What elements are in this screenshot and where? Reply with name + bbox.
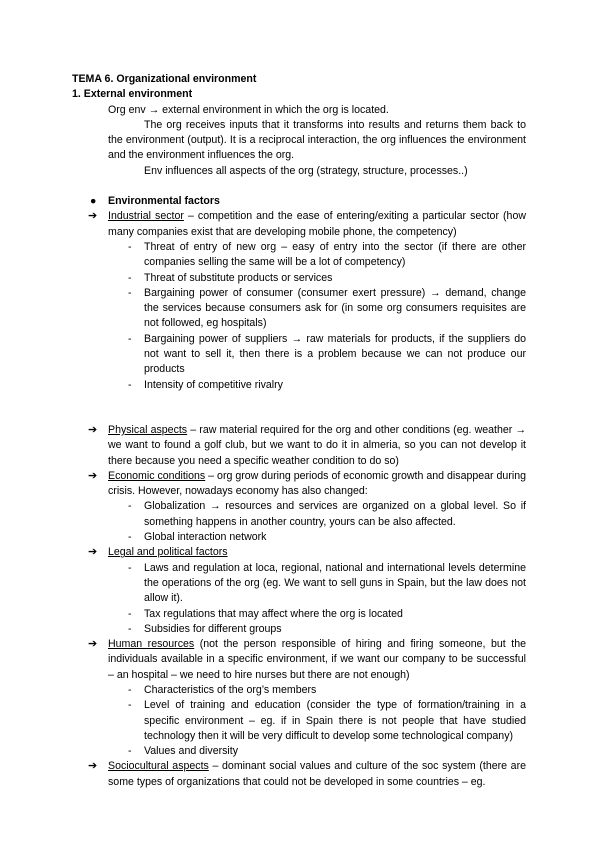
list-item-text: Values and diversity <box>144 745 239 758</box>
list-item-text: Threat of entry of new org – easy of entry into the sector (if there are other companies selling the same will be a lot of competency) <box>144 240 526 269</box>
list-item <box>72 240 526 271</box>
list-item-text: Laws and regulation at loca, regional, national and international levels determine the operations of the org (eg. We want to sell guns in Spain, but the law does not allow it). <box>144 561 526 605</box>
industrial-sector-item <box>72 209 526 240</box>
document-page <box>72 72 526 790</box>
bullet-icon: ● <box>90 195 97 208</box>
sociocultural-aspects-heading: Sociocultural aspects <box>108 760 209 773</box>
env-factors-label: Environmental factors <box>108 195 220 208</box>
human-resources-text: (not the person responsible of hiring and firing someone, but the individuals available in a specific environment, if we want our company to be successful – an hospital – we need to hire nurses but there are not enough) <box>108 638 526 681</box>
arrow-bullet-icon: ➔ <box>88 638 98 651</box>
list-item-text: Characteristics of the org’s members <box>144 683 317 696</box>
economic-conditions-heading: Economic conditions <box>108 469 206 482</box>
spacer <box>72 393 526 423</box>
section-heading-external-environment: 1. External environment <box>72 88 193 101</box>
list-item-text: Level of training and education (consider the type of formation/training in a specific environment – eg. if in Spain there is not people that have studied technology then it will be very difficult to develop some technological company) <box>144 699 526 742</box>
intro-paragraph-io: The org receives inputs that it transforms into results and returns them back to the environment (output). It is a reciprocal interaction, the org influences the environment and the environment influences the org. <box>108 118 526 162</box>
list-item-text: Subsidies for different groups <box>144 622 282 635</box>
list-item <box>72 744 526 759</box>
dash-bullet: - <box>128 286 132 299</box>
arrow-bullet-icon: ➔ <box>88 760 98 773</box>
dash-bullet: - <box>128 500 132 513</box>
economic-conditions-item <box>72 469 526 500</box>
sociocultural-aspects-text: – dominant social values and culture of the soc system (there are some types of organizations that could not be developed in some countries – eg. <box>108 760 526 788</box>
intro-paragraph-influence: Env influences all aspects of the org (strategy, structure, processes..) <box>144 164 468 177</box>
human-resources-heading: Human resources <box>108 638 195 651</box>
sociocultural-aspects-item <box>72 759 526 790</box>
human-resources-item <box>72 637 526 683</box>
arrow-bullet-icon: ➔ <box>88 469 98 482</box>
list-item <box>72 683 526 698</box>
env-factors-heading <box>72 194 526 209</box>
list-item <box>72 378 526 393</box>
dash-bullet: - <box>128 607 132 620</box>
dash-bullet: - <box>128 240 132 253</box>
arrow-bullet-icon: ➔ <box>88 210 98 223</box>
dash-bullet: - <box>128 699 132 712</box>
list-item-text: Global interaction network <box>144 531 267 544</box>
industrial-sector-text: – competition and the ease of entering/exiting a particular sector (how many companies exist that are developing mobile phone, the competency) <box>108 210 526 238</box>
intro-definition: Org env → external environment in which the org is located. <box>108 103 389 116</box>
arrow-bullet-icon: ➔ <box>88 546 98 559</box>
dash-bullet: - <box>128 745 132 758</box>
list-item <box>72 332 526 378</box>
physical-aspects-text: – raw material required for the org and other conditions (eg. weather → we want to found a golf club, but we want to do it in almeria, so you can not develop it there because you need a specific weather condition to do so) <box>108 423 526 467</box>
physical-aspects-heading: Physical aspects <box>108 423 188 436</box>
physical-aspects-item <box>72 423 526 469</box>
dash-bullet: - <box>128 622 132 635</box>
list-item <box>72 286 526 332</box>
legal-political-item <box>72 545 526 560</box>
arrow-bullet-icon: ➔ <box>88 423 98 436</box>
industrial-sector-heading: Industrial sector <box>108 210 184 223</box>
economic-conditions-text: – org grow during periods of economic growth and disappear during crisis. However, nowadays economy has also changed: <box>108 469 526 498</box>
document-title: TEMA 6. Organizational environment <box>72 73 257 85</box>
legal-political-heading: Legal and political factors <box>108 546 228 559</box>
list-item <box>72 530 526 545</box>
dash-bullet: - <box>128 561 132 574</box>
list-item <box>72 622 526 637</box>
dash-bullet: - <box>128 332 132 345</box>
spacer <box>72 179 526 194</box>
dash-bullet: - <box>128 683 132 696</box>
list-item <box>72 607 526 622</box>
dash-bullet: - <box>128 531 132 544</box>
list-item <box>72 499 526 530</box>
list-item <box>72 698 526 744</box>
list-item-text: Threat of substitute products or services <box>144 271 333 284</box>
dash-bullet: - <box>128 271 132 284</box>
dash-bullet: - <box>128 378 132 391</box>
list-item-text: Bargaining power of consumer (consumer exert pressure) → demand, change the services because consumers ask for (in some org consumers requisites are not followed, eg hospitals) <box>144 286 526 330</box>
list-item <box>72 271 526 286</box>
list-item-text: Intensity of competitive rivalry <box>144 378 283 391</box>
list-item-text: Tax regulations that may affect where the org is located <box>144 607 403 620</box>
list-item-text: Bargaining power of suppliers → raw materials for products, if the suppliers do not want to sell it, then there is a problem because we can not produce our products <box>144 332 526 376</box>
list-item <box>72 561 526 607</box>
list-item-text: Globalization → resources and services are organized on a global level. So if something happens in another country, yours can be also affected. <box>144 500 526 528</box>
